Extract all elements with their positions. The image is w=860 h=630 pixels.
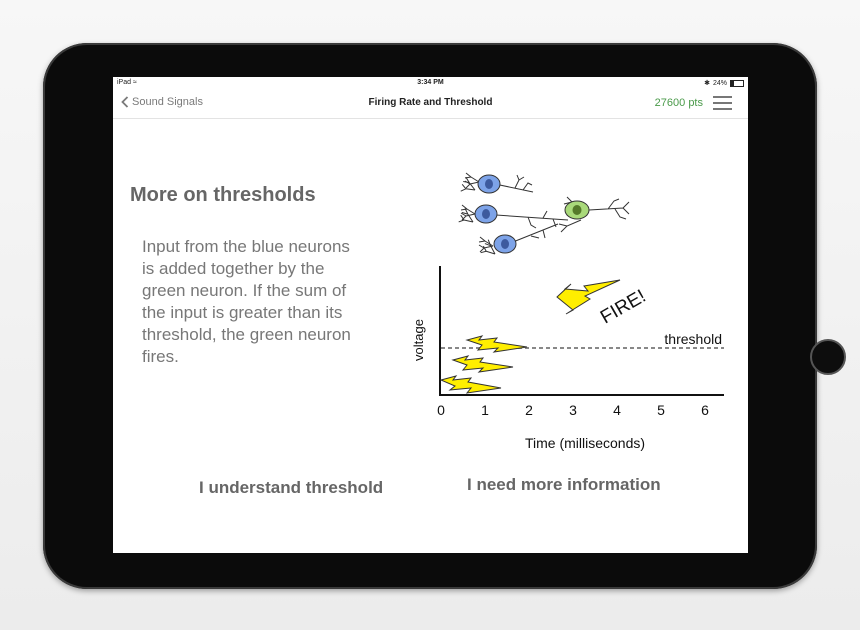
lightning-bolt-icon [453,356,513,372]
blue-neuron-1 [460,173,533,196]
home-button[interactable] [810,339,846,375]
bluetooth-icon: ✱ [704,80,710,87]
section-heading: More on thresholds [130,184,316,206]
green-neuron [559,197,629,232]
x-axis-ticks [437,402,709,418]
explanation-text: Input from the blue neurons is added together by the green neuron. If the sum of the input is greater than its threshold, the green neuron fires. [142,237,351,366]
understand-threshold-button[interactable]: I understand threshold [199,478,384,497]
x-tick-label: 4 [613,402,621,418]
threshold-label: threshold [664,331,722,347]
wifi-icon: ≈ [132,79,137,86]
navigation-bar [113,90,748,119]
x-tick-label: 5 [657,402,665,418]
points-counter: 27600 pts [654,97,703,109]
blue-neuron-3 [479,224,558,259]
screen [113,77,748,553]
x-tick-label: 3 [569,402,577,418]
page-title: Firing Rate and Threshold [368,97,493,108]
threshold-figure [403,162,733,452]
lightning-bolt-icon [467,336,527,352]
y-axis-label: voltage [411,319,426,361]
neuron-diagram [458,173,629,259]
x-axis-label: Time (milliseconds) [524,435,646,451]
blue-neuron-2 [458,205,568,228]
hamburger-menu-icon[interactable] [713,96,732,110]
fire-label: FIRE! [597,285,650,329]
lightning-bolt-icon [441,376,501,393]
device-name: iPad [117,79,132,86]
status-time: 3:34 PM [417,79,444,86]
status-bar [113,77,748,90]
back-button-label: Sound Signals [132,96,203,108]
x-tick-label: 2 [525,402,533,418]
x-tick-label: 0 [437,402,445,418]
input-lightning-bolts [441,336,527,393]
fire-indicator [557,280,650,328]
voltage-graph [411,266,724,451]
more-information-button[interactable]: I need more information [467,475,661,494]
status-right [704,79,744,87]
x-tick-label: 6 [701,402,709,418]
x-tick-label: 1 [481,402,489,418]
battery-icon [730,80,744,87]
battery-percent: 24% [712,79,727,87]
